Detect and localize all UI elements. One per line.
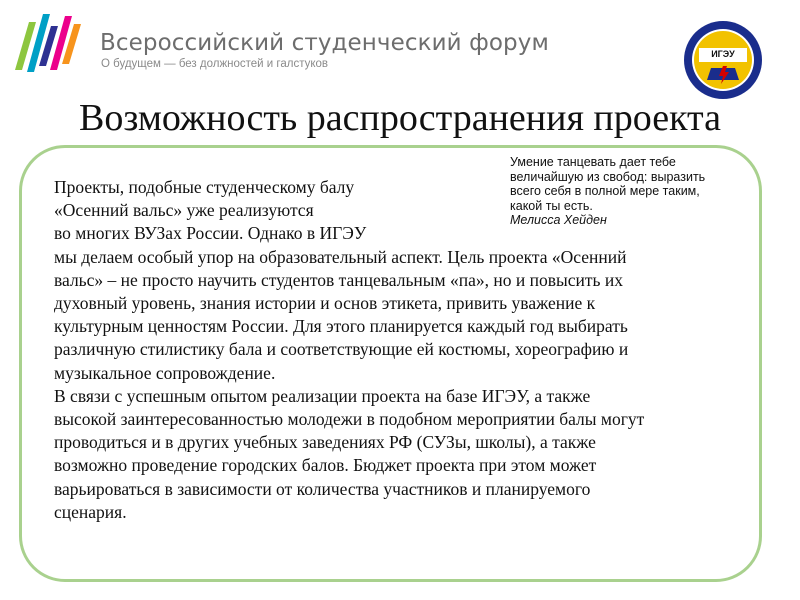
body-line: мы делаем особый упор на образовательный аспект. Цель проекта «Осенний xyxy=(54,246,627,267)
body-line: варьироваться в зависимости от количества участников и планируемого xyxy=(54,478,591,499)
forum-logo-icon xyxy=(10,8,90,78)
university-seal-icon xyxy=(683,20,763,100)
body-line: возможно проведение городских балов. Бюджет проекта при этом может xyxy=(54,455,597,476)
forum-subtitle: О будущем — без должностей и галстуков xyxy=(101,58,329,70)
body-line: культурным ценностям России. Для этого планируется каждый год выбирать xyxy=(54,316,628,337)
body-line: во многих ВУЗах России. Однако в ИГЭУ xyxy=(54,223,367,244)
body-line: вальс» – не просто научить студентов танцевальным «па», но и повысить их xyxy=(54,269,624,290)
forum-title: Всероссийский студенческий форум xyxy=(100,30,549,56)
quote-line: Умение танцевать дает тебе xyxy=(510,155,676,169)
body-line: В связи с успешным опытом реализации проекта на базе ИГЭУ, а также xyxy=(54,385,591,406)
body-line: высокой заинтересованностью молодежи в подобном мероприятии балы могут xyxy=(54,409,645,430)
quote-line: какой ты есть. xyxy=(510,198,593,213)
seal-label: ИГЭУ xyxy=(711,49,735,59)
project-description xyxy=(54,176,744,524)
body-line: «Осенний вальс» уже реализуются xyxy=(54,200,314,221)
slide-title: Возможность распространения проекта xyxy=(79,97,721,139)
quote-line: всего себя в полной мере таким, xyxy=(510,184,700,198)
body-line: музыкальное сопровождение. xyxy=(54,362,276,383)
body-line: различную стилистику бала и соответствующие ей костюмы, хореографию и xyxy=(54,339,629,360)
body-line: проводиться и в других учебных заведениях РФ (СУЗы, школы), а также xyxy=(54,432,596,453)
body-line: Проекты, подобные студенческому балу xyxy=(54,177,355,197)
body-line: сценария. xyxy=(54,501,127,522)
quote-line: величайшую из свобод: выразить xyxy=(510,169,706,184)
quote-author: Мелисса Хейден xyxy=(510,213,607,227)
body-line: духовный уровень, знания истории и основ этикета, привить уважение к xyxy=(54,293,596,314)
